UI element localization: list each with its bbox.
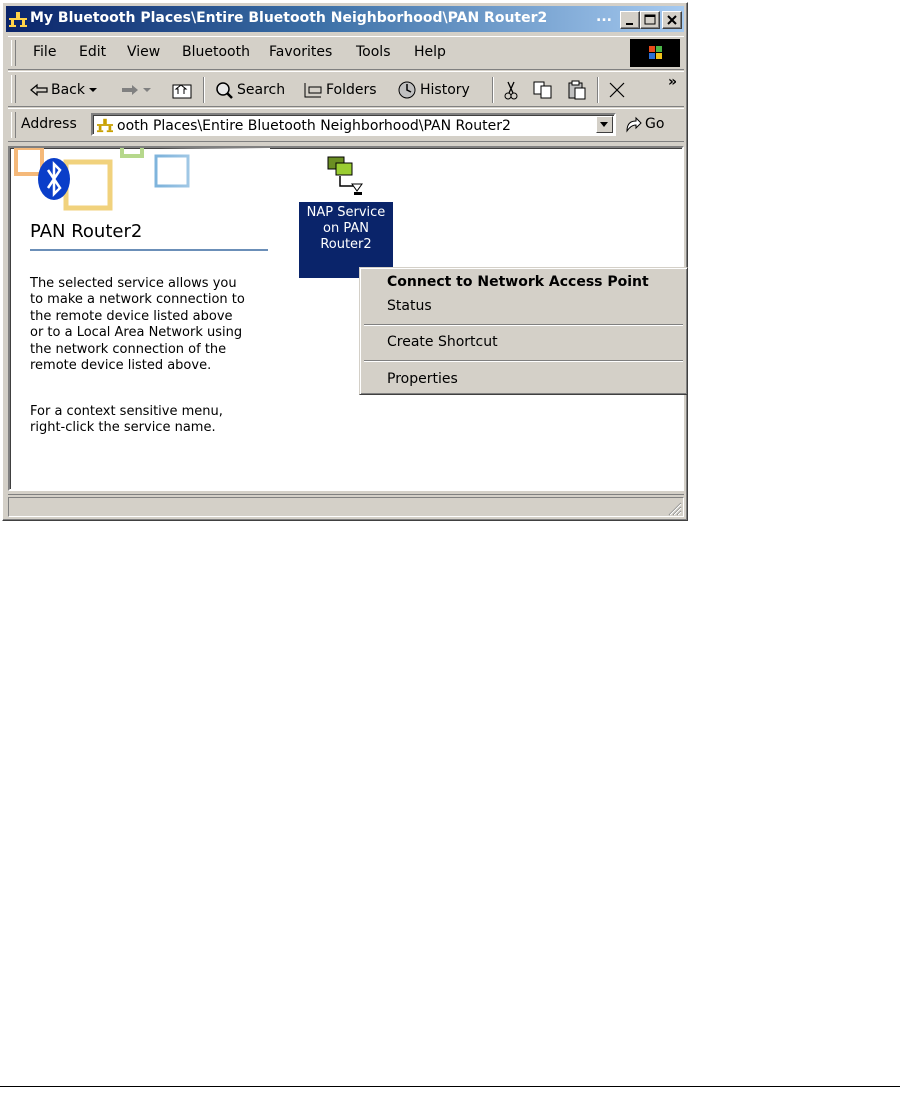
- folders-label: Folders: [326, 82, 377, 98]
- back-arrow-icon: [30, 83, 48, 97]
- minimize-button[interactable]: [620, 11, 640, 29]
- nap-service-label: NAP Service on PAN Router2: [306, 205, 386, 252]
- bluetooth-neighborhood-icon: [9, 10, 27, 28]
- bluetooth-banner-image: [10, 148, 270, 218]
- history-label: History: [420, 82, 470, 98]
- address-bar: [8, 108, 684, 142]
- menu-help[interactable]: Help: [414, 44, 446, 60]
- back-label: Back: [51, 82, 85, 98]
- paste-button[interactable]: [567, 78, 587, 102]
- chevron-down-icon: [142, 86, 152, 94]
- menu-edit[interactable]: Edit: [79, 44, 107, 60]
- address-value: ooth Places\Entire Bluetooth Neighborhood\PAN Router2: [117, 118, 511, 134]
- go-button[interactable]: [624, 115, 664, 133]
- status-bar: [8, 494, 684, 518]
- menu-separator: [364, 360, 683, 362]
- toolbar-separator: [203, 77, 205, 103]
- page-footer-rule: [0, 1086, 900, 1087]
- bluetooth-neighborhood-icon: [96, 117, 114, 133]
- close-button[interactable]: [662, 11, 682, 29]
- minimize-icon: [624, 14, 636, 26]
- standard-toolbar: [8, 71, 684, 107]
- toolbar-more-chevron[interactable]: »: [668, 74, 678, 90]
- copy-icon: [533, 81, 553, 99]
- windows-logo: [630, 39, 680, 67]
- forward-button[interactable]: [121, 78, 152, 102]
- go-label: Go: [645, 116, 665, 132]
- menu-properties[interactable]: Properties: [387, 371, 458, 387]
- folders-icon: [303, 81, 323, 99]
- status-pane: [8, 497, 684, 517]
- panel-hint: For a context sensitive menu, right-click the service name.: [30, 404, 223, 436]
- address-bar-grip[interactable]: [11, 112, 16, 138]
- back-button[interactable]: [30, 78, 98, 102]
- title-ellipsis: ...: [596, 9, 612, 25]
- go-arrow-icon: [624, 115, 642, 133]
- up-folder-button[interactable]: [172, 78, 192, 102]
- address-input[interactable]: [91, 113, 616, 136]
- context-menu: [359, 267, 688, 395]
- title-bar[interactable]: [6, 6, 684, 32]
- address-dropdown-button[interactable]: [596, 116, 613, 133]
- delete-x-icon: [608, 81, 626, 99]
- menu-bar-grip[interactable]: [11, 40, 16, 66]
- maximize-icon: [644, 14, 656, 26]
- address-label: Address: [21, 116, 77, 132]
- history-button[interactable]: [397, 78, 470, 102]
- history-icon: [397, 80, 417, 100]
- close-icon: [666, 14, 678, 26]
- menu-tools[interactable]: Tools: [356, 44, 391, 60]
- menu-file[interactable]: File: [33, 44, 57, 60]
- chevron-down-icon: [597, 117, 612, 132]
- window-title: My Bluetooth Places\Entire Bluetooth Neighborhood\PAN Router2: [30, 10, 548, 26]
- paste-icon: [567, 80, 587, 100]
- delete-button[interactable]: [608, 78, 626, 102]
- menu-status[interactable]: Status: [387, 298, 432, 314]
- search-icon: [214, 80, 234, 100]
- toolbar-grip[interactable]: [11, 75, 16, 103]
- panel-description: The selected service allows you to make a network connection to the remote device listed above or to a Local Area Network using the network connection of the remote device listed above.: [30, 276, 245, 374]
- menu-connect-nap[interactable]: Connect to Network Access Point: [387, 274, 649, 290]
- menu-favorites[interactable]: Favorites: [269, 44, 333, 60]
- cut-button[interactable]: [503, 78, 519, 102]
- network-service-icon: [322, 154, 370, 200]
- search-label: Search: [237, 82, 286, 98]
- menu-create-shortcut[interactable]: Create Shortcut: [387, 334, 498, 350]
- windows-flag-icon: [630, 39, 680, 67]
- chevron-down-icon: [88, 86, 98, 94]
- scissors-icon: [503, 80, 519, 100]
- toolbar-separator: [492, 77, 494, 103]
- folders-button[interactable]: [303, 78, 377, 102]
- resize-grip-icon[interactable]: [668, 502, 682, 516]
- panel-title: PAN Router2: [30, 221, 143, 242]
- menu-separator: [364, 324, 683, 326]
- toolbar-separator: [597, 77, 599, 103]
- menu-view[interactable]: View: [127, 44, 161, 60]
- search-button[interactable]: [214, 78, 285, 102]
- menu-bluetooth[interactable]: Bluetooth: [182, 44, 250, 60]
- panel-title-underline: [30, 249, 268, 251]
- copy-button[interactable]: [533, 78, 553, 102]
- explorer-window: [2, 2, 688, 521]
- forward-arrow-icon: [121, 83, 139, 97]
- maximize-button[interactable]: [640, 11, 660, 29]
- up-folder-icon: [172, 81, 192, 99]
- menu-bar: [8, 36, 684, 70]
